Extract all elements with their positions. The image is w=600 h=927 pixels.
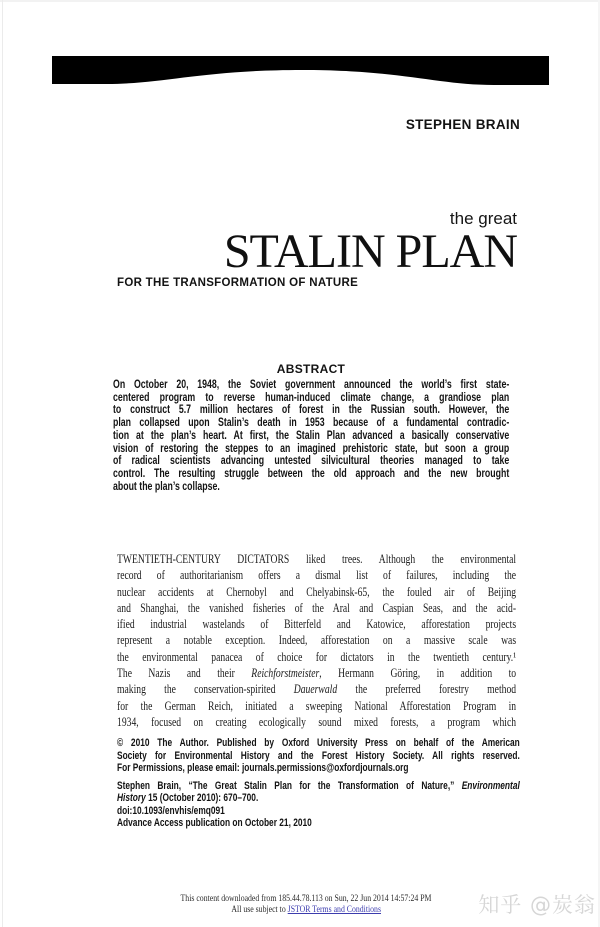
- body-line: nuclear accidents at Chernobyl and Chelyabinsk-65, the fouled air of Beijing: [117, 584, 517, 599]
- body-text-segment: The Nazis and their: [117, 666, 252, 681]
- abstract-line: tion at the plan’s heart. At first, the Stalin Plan advanced a basically conservative: [113, 429, 510, 442]
- title-kicker: the great: [449, 209, 517, 228]
- body-line: ified industrial wastelands of Bitterfeld and Katowice, afforestation projects: [117, 617, 517, 632]
- copyright-line: © 2010 The Author. Published by Oxford University Press on behalf of the American: [117, 737, 520, 749]
- article-body: [117, 551, 516, 730]
- article-body-text: [117, 551, 516, 730]
- citation-text: [117, 780, 520, 829]
- jstor-terms-link[interactable]: JSTOR Terms and Conditions: [287, 905, 381, 915]
- body-line: and Shanghai, the vanished fisheries of the Aral and Caspian Seas, and the acid-: [117, 600, 517, 615]
- abstract-section: [113, 362, 509, 493]
- terms-prefix: All use subject to: [231, 905, 288, 915]
- body-italic-term: Reichforstmeister: [251, 666, 320, 681]
- journal-name-part: Environmental: [461, 780, 520, 792]
- citation-text-segment: 15 (October 2010): 670–700.: [145, 792, 259, 805]
- copyright-notice: [117, 737, 520, 775]
- title-main: STALIN PLAN: [223, 225, 517, 278]
- citation-line: [117, 780, 520, 792]
- abstract-line: On October 20, 1948, the Soviet government announced the world’s first state-: [113, 379, 510, 391]
- title-subtitle: FOR THE TRANSFORMATION OF NATURE: [117, 277, 359, 289]
- abstract-line: centered program to reverse human-induced climate change, a grandiose plan: [113, 391, 510, 404]
- copyright-line: For Permissions, please email: journals.permissions@oxfordjournals.org: [117, 762, 409, 775]
- abstract-text: [113, 379, 509, 493]
- abstract-line: about the plan’s collapse.: [113, 480, 220, 493]
- body-line: the environmental panacea of choice for dictators in the twentieth century.¹: [117, 649, 517, 664]
- abstract-line: control. The resulting struggle between the old approach and the new brought: [113, 467, 510, 480]
- abstract-line: vision of restoring the steppes to an imagined prehistoric state, but soon a group: [113, 442, 510, 455]
- copyright-line: Society for Environmental History and the Forest History Society. All rights reserved.: [117, 749, 520, 762]
- body-line: [117, 681, 516, 697]
- abstract-line: of radical scientists advancing untested silvicultural theories managed to take: [113, 455, 510, 468]
- body-text-segment: making the conservation-spirited: [117, 682, 294, 697]
- body-text-segment: , Hermann Göring, in addition to: [319, 666, 517, 681]
- doi-line: doi:10.1093/envhis/emq091: [117, 804, 225, 817]
- body-text-segment: the preferred forestry method: [337, 682, 517, 697]
- citation-line: [117, 792, 520, 804]
- abstract-line: to construct 5.7 million hectares of forest in the Russian south. However, the: [113, 404, 510, 417]
- body-line: 1934, focused on creating ecologically sound mixed forests, a program which: [117, 714, 517, 729]
- advance-access-line: Advance Access publication on October 21, 2010: [117, 816, 312, 829]
- scan-edge-top: [0, 0, 600, 2]
- abstract-heading: ABSTRACT: [276, 362, 346, 376]
- title-block: [0, 209, 517, 278]
- author-name: STEPHEN BRAIN: [405, 117, 520, 132]
- body-line: record of authoritarianism offers a dismal list of failures, including the: [117, 568, 517, 583]
- citation-text-segment: Stephen Brain, “The Great Stalin Plan for the Transformation of Nature,”: [117, 780, 462, 792]
- body-line: represent a notable exception. Indeed, afforestation on a massive scale was: [117, 633, 517, 648]
- body-line: [117, 665, 516, 681]
- scan-edge-left: [2, 0, 3, 927]
- journal-name-part: History: [117, 792, 146, 805]
- body-italic-term: Dauerwald: [293, 682, 338, 697]
- body-line: TWENTIETH-CENTURY DICTATORS liked trees. Although the environmental: [117, 552, 517, 566]
- copyright-text: [117, 737, 520, 775]
- download-info-text: This content downloaded from 185.44.78.113 on Sun, 22 Jun 2014 14:57:24 PM: [180, 894, 432, 904]
- citation-block: [117, 780, 520, 829]
- body-line: for the German Reich, initiated a sweeping National Afforestation Program in: [117, 698, 517, 713]
- masthead-banner-graphic: [52, 56, 549, 85]
- zhihu-watermark: 知乎 @炭翁: [478, 893, 596, 917]
- abstract-line: plan collapsed upon Stalin’s death in 1953 because of a fundamental contradic-: [113, 417, 510, 430]
